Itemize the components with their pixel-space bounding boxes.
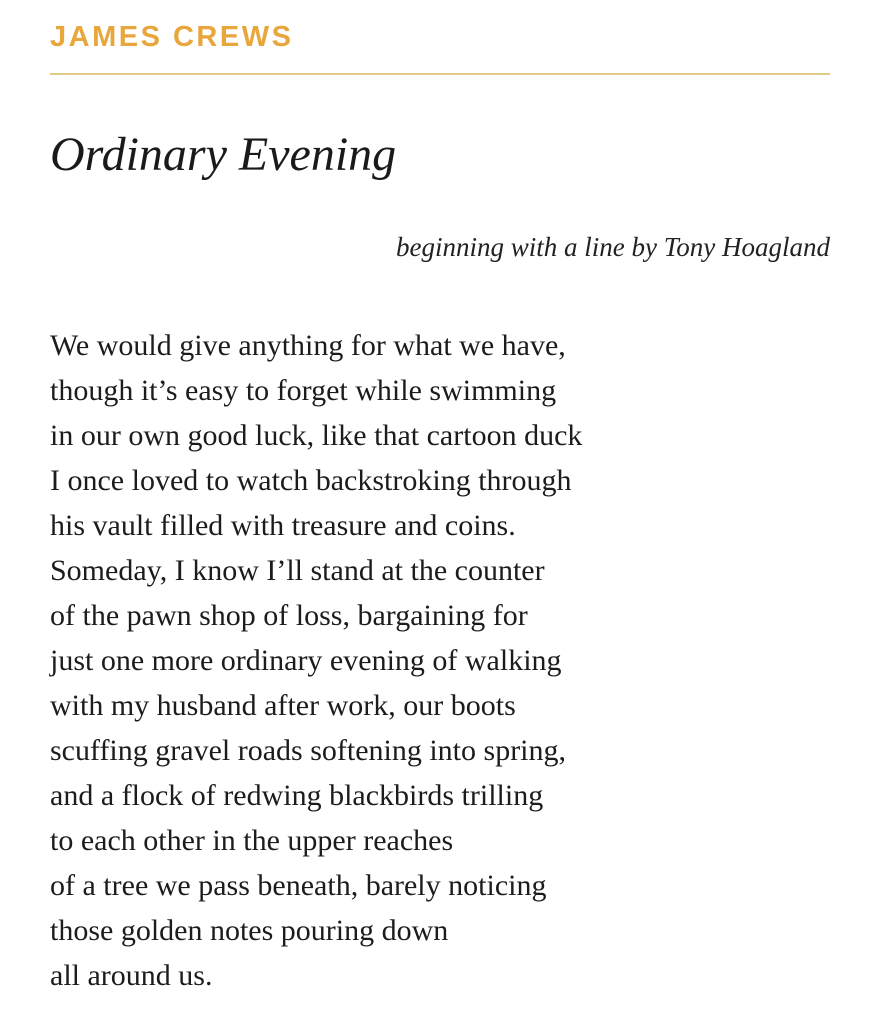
poem-line: to each other in the upper reaches <box>50 823 454 857</box>
poem-line: though it’s easy to forget while swimming <box>50 373 557 407</box>
poem-line: of a tree we pass beneath, barely noticing <box>50 868 547 902</box>
poem-line: just one more ordinary evening of walking <box>50 643 562 677</box>
poem-line: with my husband after work, our boots <box>50 688 516 722</box>
poem-line: in our own good luck, like that cartoon duck <box>50 418 583 452</box>
author-name: JAMES CREWS <box>50 21 294 53</box>
poem-line: those golden notes pouring down <box>50 913 449 947</box>
poem-line: of the pawn shop of loss, bargaining for <box>50 598 528 632</box>
gold-divider <box>50 73 830 75</box>
poem-line: We would give anything for what we have, <box>50 328 566 362</box>
poem-line: scuffing gravel roads softening into spring, <box>50 733 567 767</box>
poem-line: I once loved to watch backstroking through <box>50 463 572 497</box>
poem-title: Ordinary Evening <box>50 127 397 181</box>
poem-line: Someday, I know I’ll stand at the counter <box>50 553 545 587</box>
poem-body <box>50 323 830 998</box>
poem-line: and a flock of redwing blackbirds trilling <box>50 778 544 812</box>
poem-line: his vault filled with treasure and coins. <box>50 508 516 542</box>
poem-line: all around us. <box>50 958 213 992</box>
poem-epigraph: beginning with a line by Tony Hoagland <box>396 231 830 262</box>
